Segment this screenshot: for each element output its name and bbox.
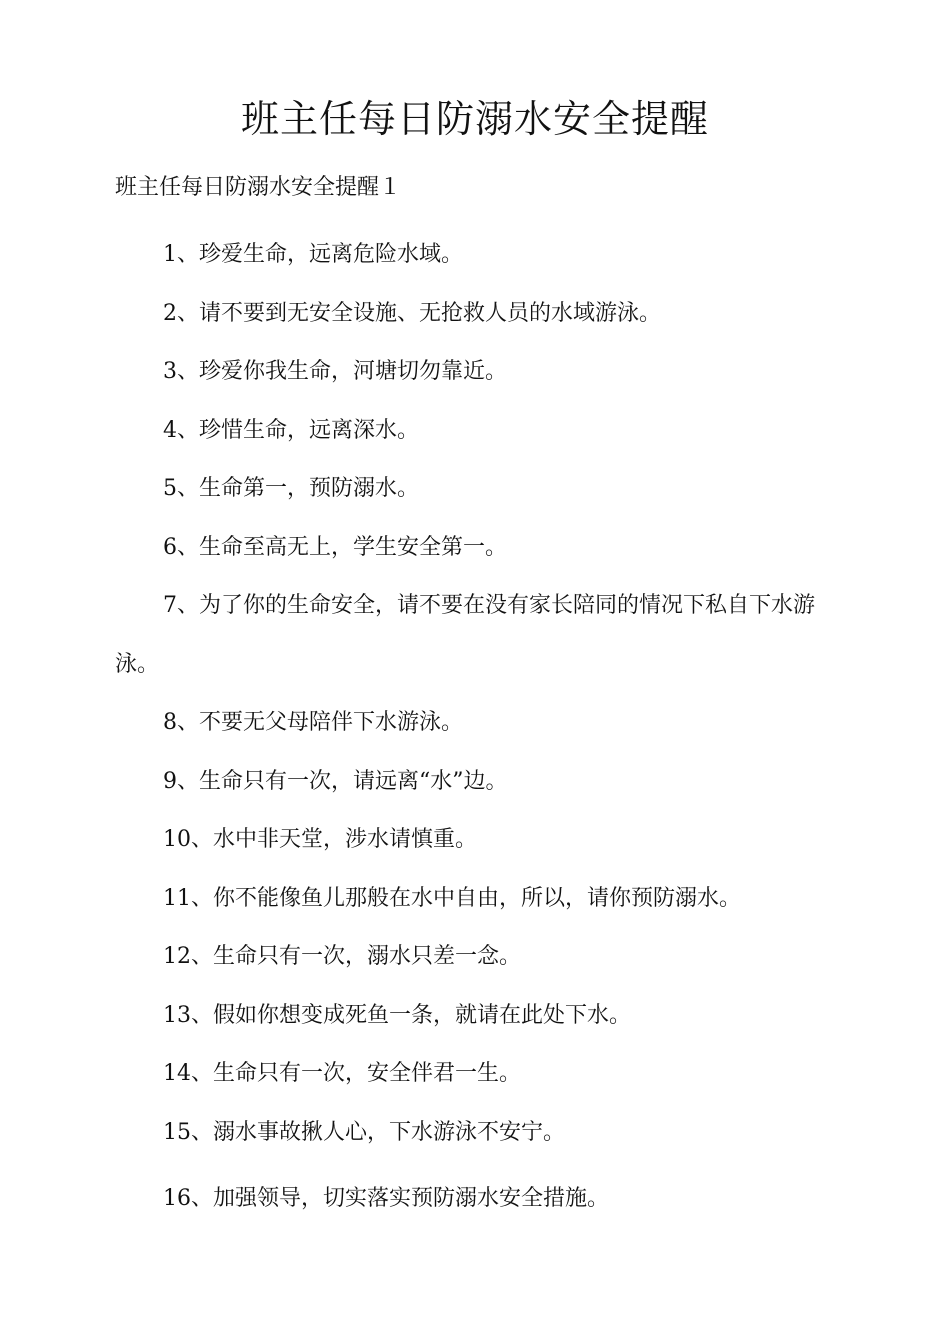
reminder-item: 14、生命只有一次，安全伴君一生。: [163, 1061, 521, 1086]
section-heading: 班主任每日防溺水安全提醒１: [115, 175, 402, 200]
reminder-item: 16、加强领导，切实落实预防溺水安全措施。: [163, 1186, 609, 1211]
reminder-item: 5、生命第一，预防溺水。: [163, 476, 419, 501]
reminder-item: 13、假如你想变成死鱼一条，就请在此处下水。: [163, 1002, 631, 1028]
reminder-item: 11、你不能像鱼儿那般在水中自由，所以，请你预防溺水。: [163, 885, 741, 911]
reminder-item: 6、生命至高无上，学生安全第一。: [163, 534, 507, 560]
document-title: 班主任每日防溺水安全提醒: [240, 97, 709, 141]
reminder-item: 15、溺水事故揪人心，下水游泳不安宁。: [163, 1119, 565, 1145]
reminder-item: 10、水中非天堂，涉水请慎重。: [163, 827, 477, 852]
reminder-item: 12、生命只有一次，溺水只差一念。: [163, 944, 521, 969]
reminder-item: 7、为了你的生命安全，请不要在没有家长陪同的情况下私自下水游泳。: [115, 593, 815, 677]
reminder-item: 9、生命只有一次，请远离“水”边。: [163, 768, 508, 794]
reminder-list: [115, 226, 845, 1229]
reminder-item: 3、珍爱你我生命，河塘切勿靠近。: [163, 359, 507, 384]
reminder-item: 4、珍惜生命，远离深水。: [163, 417, 419, 443]
reminder-item: 1、珍爱生命，远离危险水域。: [163, 242, 463, 267]
reminder-item: 2、请不要到无安全设施、无抢救人员的水域游泳。: [163, 300, 661, 326]
reminder-item: 8、不要无父母陪伴下水游泳。: [163, 710, 463, 735]
